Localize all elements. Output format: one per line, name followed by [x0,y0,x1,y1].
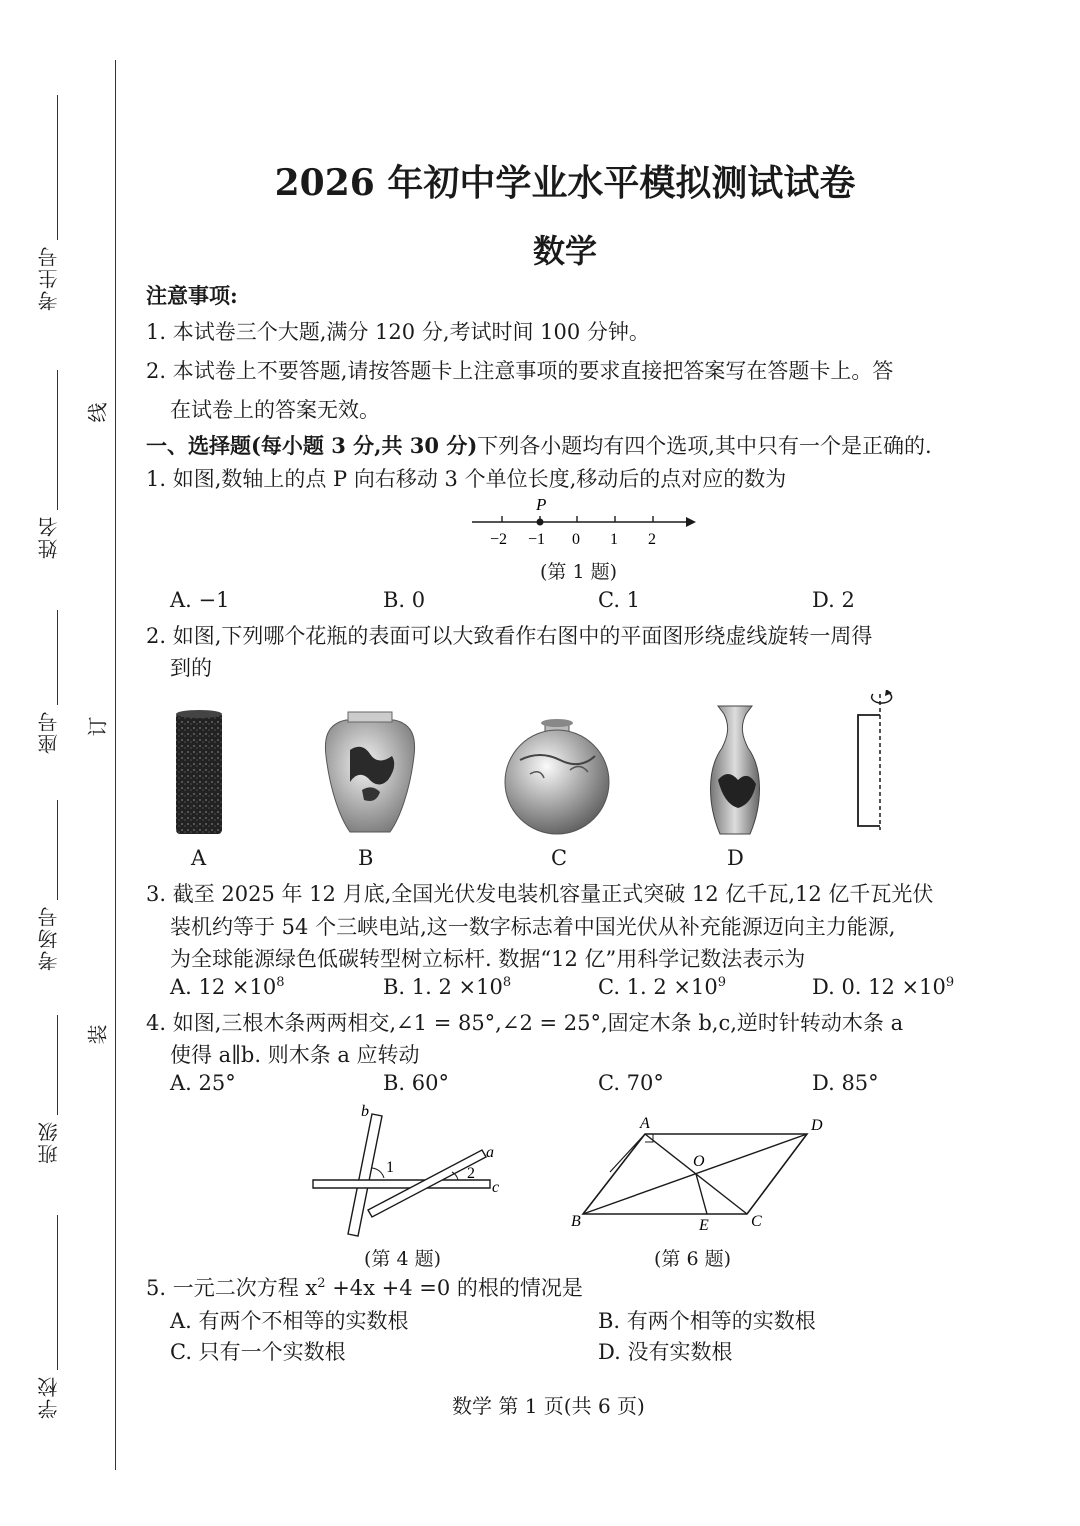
q3-option-b: B. 1. $2 \times 10^8$ [383,975,512,999]
field-exam-room: 考场号 [37,905,61,971]
q2-label-a: A [191,846,207,870]
q4-stem: 4. 如图,三根木条两两相交,∠1 = 85°,∠2 = 25°,固定木条 b,c,逆时针转动木条 a [146,1011,904,1035]
q1-option-a: A. −1 [170,588,230,612]
vase-b [325,712,414,832]
q1-number-line [460,490,700,550]
q3-stem: 3. 截至 2025 年 12 月底,全国光伏发电装机容量正式突破 12 亿千瓦,12 亿千瓦光伏 [146,882,934,906]
q3-option-d: D. 0. $12 \times 10^9$ [812,975,955,999]
vertex-d-label: D [811,1117,823,1134]
q3-option-a: A. $12 \times 10^8$ [170,975,285,999]
field-underline [57,1215,58,1370]
q5-option-a: A. 有两个不相等的实数根 [170,1309,409,1333]
q2-label-c: C [551,846,568,870]
q5-option-c: C. 只有一个实数根 [170,1340,346,1364]
vase-d [711,706,760,834]
field-exam-number: 考生号 [37,245,61,311]
page-title: 2026 年初中学业水平模拟测试试卷 [274,162,856,204]
notes-item-2-cont: 在试卷上的答案无效。 [170,398,380,422]
point-o-label: O [693,1153,705,1170]
q2-label-d: D [727,846,744,870]
field-seat: 座号 [37,710,61,754]
stick-b-label: b [361,1103,369,1120]
field-school: 学校 [37,1375,61,1419]
field-underline [57,370,58,510]
section-heading [146,430,932,460]
q2-label-b: B [358,846,374,870]
q6-caption: (第 6 题) [654,1248,731,1270]
angle-2-label: 2 [467,1165,475,1182]
vertex-c-label: C [751,1213,762,1230]
subject-title: 数学 [532,232,597,270]
stick-c-label: c [492,1179,500,1196]
q4-stem-cont: 使得 a∥b. 则木条 a 应转动 [170,1043,420,1067]
q4-option-c: C. 70° [598,1071,664,1095]
binding-char-ding: 订 [85,716,110,737]
q2-stem: 2. 如图,下列哪个花瓶的表面可以大致看作右图中的平面图形绕虚线旋转一周得 [146,624,873,648]
notes-item-1: 1. 本试卷三个大题,满分 120 分,考试时间 100 分钟。 [146,320,650,344]
q1-option-d: D. 2 [812,588,855,612]
point-p [537,519,544,526]
tick-label: 0 [572,531,580,548]
q4-option-a: A. 25° [170,1071,236,1095]
q5-option-b: B. 有两个相等的实数根 [598,1309,816,1333]
notes-item-2: 2. 本试卷上不要答题,请按答题卡上注意事项的要求直接把答案写在答题卡上。答 [146,359,894,383]
point-p-label: P [536,495,547,514]
field-name: 姓名 [37,515,61,559]
q4-option-b: B. 60° [383,1071,450,1095]
stick-a-label: a [486,1144,494,1161]
q5-stem: 5. 一元二次方程 $x^2 +4x +4 =0$ 的根的情况是 [146,1276,583,1300]
vase-c [505,719,609,834]
q2-vase-figures [150,690,930,850]
vertex-a-label: A [640,1115,650,1132]
q4-figure [300,1100,520,1240]
q4-caption: (第 4 题) [364,1248,441,1270]
section-desc: 下列各小题均有四个选项,其中只有一个是正确的. [477,434,932,458]
q3-option-c: C. 1. $2 \times 10^9$ [598,975,727,999]
tick-label: 1 [610,531,618,548]
binding-char-xian: 线 [85,402,110,423]
rotation-figure [858,690,892,830]
point-e-label: E [699,1217,709,1234]
field-underline [57,610,58,705]
section-title: 一、选择题(每小题 3 分,共 30 分) [146,433,478,458]
q3-stem-cont: 为全球能源绿色低碳转型树立标杆. 数据“12 亿”用科学记数法表示为 [170,947,806,971]
q1-stem: 1. 如图,数轴上的点 P 向右移动 3 个单位长度,移动后的点对应的数为 [146,467,787,491]
vertex-b-label: B [571,1213,581,1230]
q1-option-c: C. 1 [598,588,641,612]
angle-1-label: 1 [386,1159,394,1176]
tick-label: −1 [528,531,546,548]
q4-option-d: D. 85° [812,1071,879,1095]
tick-label: 2 [648,531,656,548]
tick-label: −2 [490,531,508,548]
q5-option-d: D. 没有实数根 [598,1340,733,1364]
q1-option-b: B. 0 [383,588,426,612]
field-underline [57,1015,58,1115]
field-underline [57,800,58,900]
q3-stem-cont: 装机约等于 54 个三峡电站,这一数字标志着中国光伏从补充能源迈向主力能源, [170,915,896,939]
vase-a [176,710,222,834]
q6-figure [565,1108,835,1238]
notes-heading: 注意事项: [146,283,238,308]
q2-stem-cont: 到的 [170,656,212,680]
field-class: 班级 [37,1120,61,1164]
page-footer: 数学 第 1 页(共 6 页) [452,1394,645,1418]
binding-char-zhuang: 装 [85,1024,110,1045]
q1-caption: (第 1 题) [540,561,617,583]
